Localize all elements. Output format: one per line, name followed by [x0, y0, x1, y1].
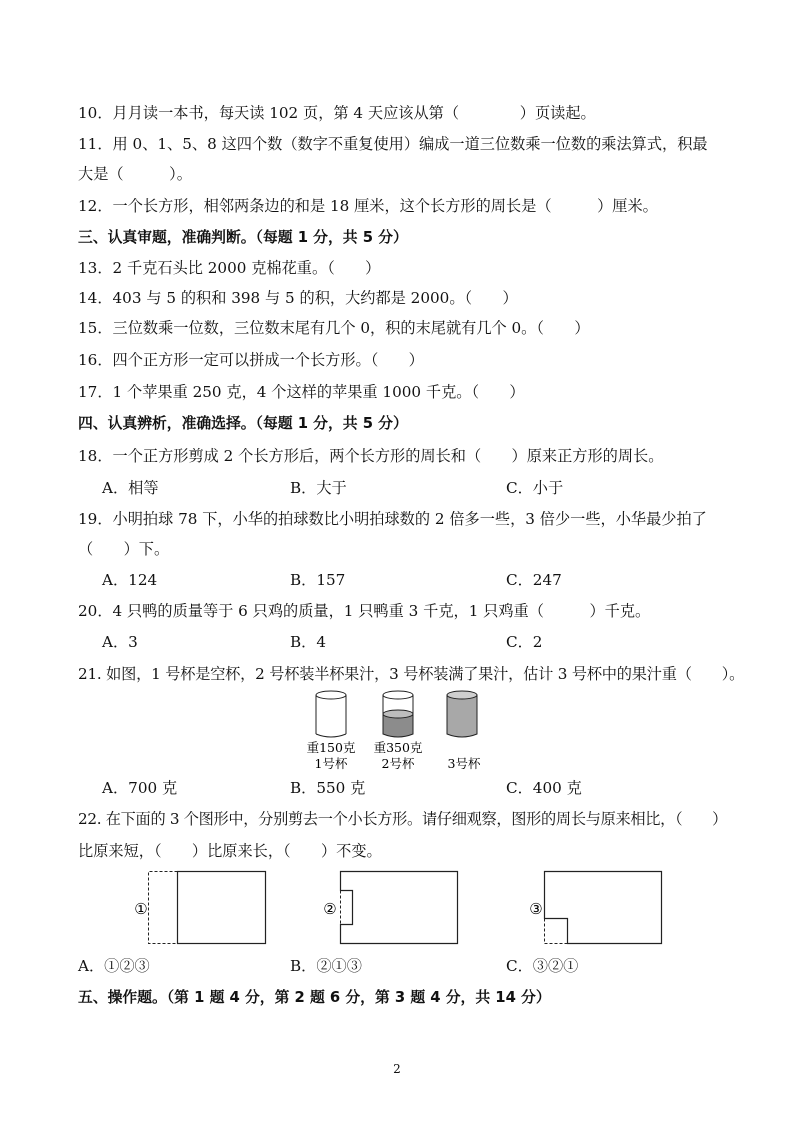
cup-2: [383, 691, 413, 737]
cup-3-label: 3号杯: [447, 756, 481, 771]
question-21: 21. 如图，1 号杯是空杯，2 号杯装半杯果汁，3 号杯装满了果汁，估计 3 号杯中的果汁重（ ）。: [78, 665, 745, 683]
cup-3: [447, 691, 477, 737]
q22-figure-3: [529, 872, 661, 944]
q22-figure-2-label: ②: [323, 900, 337, 918]
q21-cups-figure: [300, 686, 500, 776]
question-19-line2: （ ）下。: [78, 540, 170, 558]
section-5-heading: 五、操作题。（第 1 题 4 分，第 2 题 6 分，第 3 题 4 分，共 14 分）: [78, 989, 551, 1006]
q20-option-b: B．4: [290, 633, 327, 651]
question-20: 20．4 只鸭的质量等于 6 只鸡的质量，1 只鸭重 3 千克，1 只鸡重（ ）千克。: [78, 602, 651, 620]
section-3-heading: 三、认真审题，准确判断。（每题 1 分，共 5 分）: [78, 229, 408, 246]
q22-figure-2: [323, 872, 457, 944]
cup-2-label: 2号杯: [381, 756, 415, 771]
question-12: 12．一个长方形，相邻两条边的和是 18 厘米，这个长方形的周长是（ ）厘米。: [78, 197, 658, 215]
question-22-line1: 22. 在下面的 3 个图形中，分别剪去一个小长方形。请仔细观察，图形的周长与原来相比，（ ）: [78, 810, 727, 828]
cup-2-weight: 重350克: [373, 740, 423, 755]
q20-option-c: C．2: [506, 633, 543, 651]
question-10: 10．月月读一本书，每天读 102 页，第 4 天应该从第（ ）页读起。: [78, 104, 596, 122]
section-4-heading: 四、认真辨析，准确选择。（每题 1 分，共 5 分）: [78, 415, 408, 432]
q22-option-b: B．②①③: [290, 957, 362, 975]
question-14: 14．403 与 5 的积和 398 与 5 的积，大约都是 2000。（ ）: [78, 289, 518, 307]
question-15: 15．三位数乘一位数，三位数末尾有几个 0，积的末尾就有几个 0。（ ）: [78, 319, 590, 337]
cup-1: [316, 691, 346, 737]
q20-option-a: A．3: [102, 633, 138, 651]
cup-1-weight: 重150克: [306, 740, 356, 755]
question-19-line1: 19．小明拍球 78 下，小华的拍球数比小明拍球数的 2 倍多一些，3 倍少一些，小华最少拍了: [78, 510, 707, 528]
q18-option-c: C．小于: [506, 479, 564, 497]
question-17: 17．1 个苹果重 250 克，4 个这样的苹果重 1000 千克。（ ）: [78, 383, 525, 401]
q18-option-b: B．大于: [290, 479, 347, 497]
question-11-line1: 11．用 0、1、5、8 这四个数（数字不重复使用）编成一道三位数乘一位数的乘法算式，积最: [78, 135, 708, 153]
page-number: 2: [393, 1062, 401, 1076]
question-16: 16．四个正方形一定可以拼成一个长方形。（ ）: [78, 351, 424, 369]
q22-option-a: A．①②③: [78, 957, 150, 975]
q19-option-c: C．247: [506, 571, 562, 589]
q22-option-c: C．③②①: [506, 957, 579, 975]
question-22-line2: 比原来短，（ ）比原来长，（ ）不变。: [78, 842, 382, 860]
q21-option-b: B．550 克: [290, 779, 366, 797]
q19-option-a: A．124: [102, 571, 158, 589]
q22-figure-3-label: ③: [529, 900, 543, 918]
q22-figure-1: [134, 872, 265, 944]
q22-figures: [120, 866, 680, 948]
question-11-line2: 大是（ ）。: [78, 165, 192, 183]
q19-option-b: B．157: [290, 571, 346, 589]
question-13: 13．2 千克石头比 2000 克棉花重。（ ）: [78, 259, 381, 277]
cup-1-label: 1号杯: [314, 756, 348, 771]
q22-figure-1-label: ①: [134, 900, 148, 918]
question-18: 18．一个正方形剪成 2 个长方形后，两个长方形的周长和（ ）原来正方形的周长。: [78, 447, 664, 465]
q21-option-c: C．400 克: [506, 779, 582, 797]
q21-option-a: A．700 克: [102, 779, 178, 797]
q18-option-a: A．相等: [102, 479, 159, 497]
